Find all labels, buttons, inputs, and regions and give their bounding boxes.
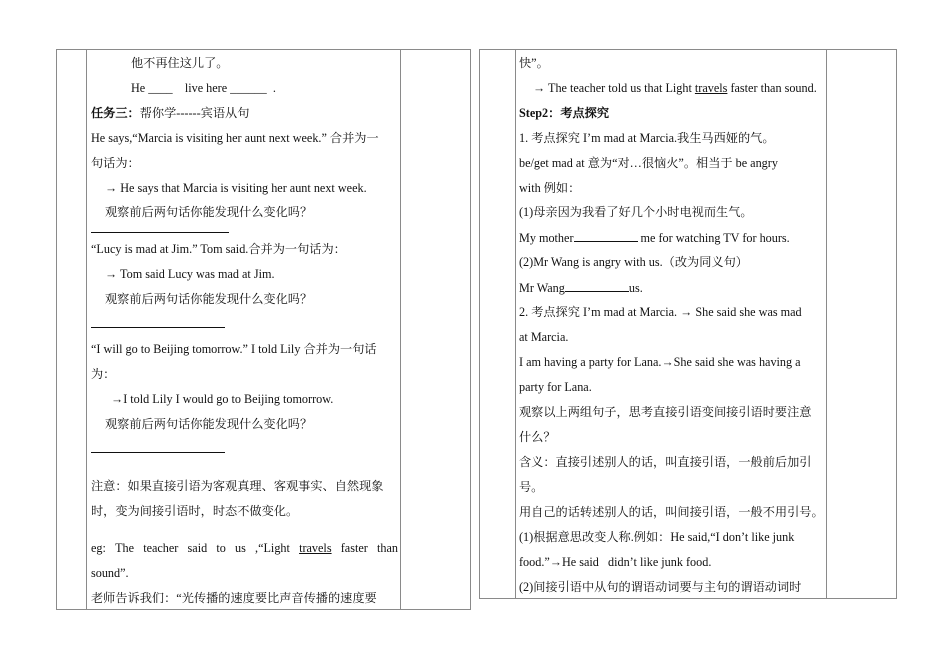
definition-indirect: 用自己的话转述别人的话，叫间接引语，一般不用引号。 (519, 505, 824, 519)
rule-1-cont: food.”→He said didn’t like junk food. (519, 555, 712, 569)
exercise-2-fill: Mr Wang us. (519, 281, 643, 295)
observe-prompt-1: 观察前后两句话你能发现什么变化吗？ (105, 205, 313, 219)
rule-2: (2)间接引语中从句的谓语动词要与主句的谓语动词时 (519, 580, 802, 594)
example-2-quote: “Lucy is mad at Jim.” Tom said.合并为一句话为： (91, 242, 346, 256)
task-three-heading: 任务三：帮你学------宾语从句 (91, 106, 250, 120)
answer-line-1 (91, 232, 229, 233)
example-3-result: →I told Lily I would go to Beijing tomorrow. (111, 392, 334, 406)
left-table-divider-2 (400, 50, 401, 609)
exercise-2: (2)Mr Wang is angry with us.（改为同义句） (519, 255, 748, 269)
chinese-translation: 老师告诉我们：“光传播的速度要比声音传播的速度要 (91, 591, 377, 605)
example-3-quote: “I will go to Beijing tomorrow.” I told Lily 合并为一句话 (91, 342, 377, 356)
example-1-result: → He says that Marcia is visiting her aunt next week. (105, 181, 367, 195)
left-table-divider-1 (86, 50, 87, 609)
point-2-cont: at Marcia. (519, 330, 569, 344)
answer-line-2 (91, 327, 225, 328)
eg-sentence-cont: sound”. (91, 566, 129, 580)
example-1-quote: He says,“Marcia is visiting her aunt next week.” 合并为一 (91, 131, 379, 145)
definition-direct-cont: 号。 (519, 480, 544, 494)
exercise-1-fill: My mother me for watching TV for hours. (519, 231, 790, 245)
blank-1 (574, 229, 638, 242)
example-sentence: I am having a party for Lana.→She said she was having a (519, 355, 801, 369)
example-1-quote-cont: 句话为： (91, 156, 140, 170)
example-sentence-cont: party for Lana. (519, 380, 592, 394)
rule-1: (1)根据意思改变人称.例如：He said,“I don’t like junk (519, 530, 795, 544)
right-table-divider-1 (515, 50, 516, 598)
note-line-1: 注意：如果直接引语为客观真理、客观事实、自然现象 (91, 479, 384, 493)
blank-2 (565, 279, 629, 292)
point-1-explanation-cont: with 例如： (519, 181, 581, 195)
observe-prompt-cont: 什么？ (519, 430, 556, 444)
eg-sentence: eg: The teacher said to us ,“Light travels faster than (91, 541, 398, 555)
exercise-1: (1)母亲因为我看了好几个小时电视而生气。 (519, 205, 753, 219)
example-3-quote-cont: 为： (91, 367, 116, 381)
observe-prompt-2: 观察前后两句话你能发现什么变化吗？ (105, 292, 313, 306)
chinese-sentence: 他不再住这儿了。 (131, 56, 229, 70)
answer-line-3 (91, 452, 225, 453)
step2-heading: Step2：考点探究 (519, 106, 610, 120)
point-2: 2. 考点探究 I’m mad at Marcia. → She said she was mad (519, 305, 802, 319)
translation-result: → The teacher told us that Light travels faster than sound. (533, 81, 817, 95)
right-table-divider-2 (826, 50, 827, 598)
observe-prompt-3: 观察前后两句话你能发现什么变化吗？ (105, 417, 313, 431)
point-1: 1. 考点探究 I’m mad at Marcia.我生马西娅的气。 (519, 131, 775, 145)
translation-cont: 快”。 (519, 56, 549, 70)
example-2-result: → Tom said Lucy was mad at Jim. (105, 267, 275, 281)
point-1-explanation: be/get mad at 意为“对…很恼火”。相当于 be angry (519, 156, 778, 170)
definition-direct: 含义：直接引述别人的话，叫直接引语，一般前后加引 (519, 455, 812, 469)
fill-in-sentence: He ____ live here ______ . (131, 81, 276, 95)
observe-prompt: 观察以上两组句子，思考直接引语变间接引语时要注意 (519, 405, 812, 419)
note-line-2: 时，变为间接引语时，时态不做变化。 (91, 504, 299, 518)
